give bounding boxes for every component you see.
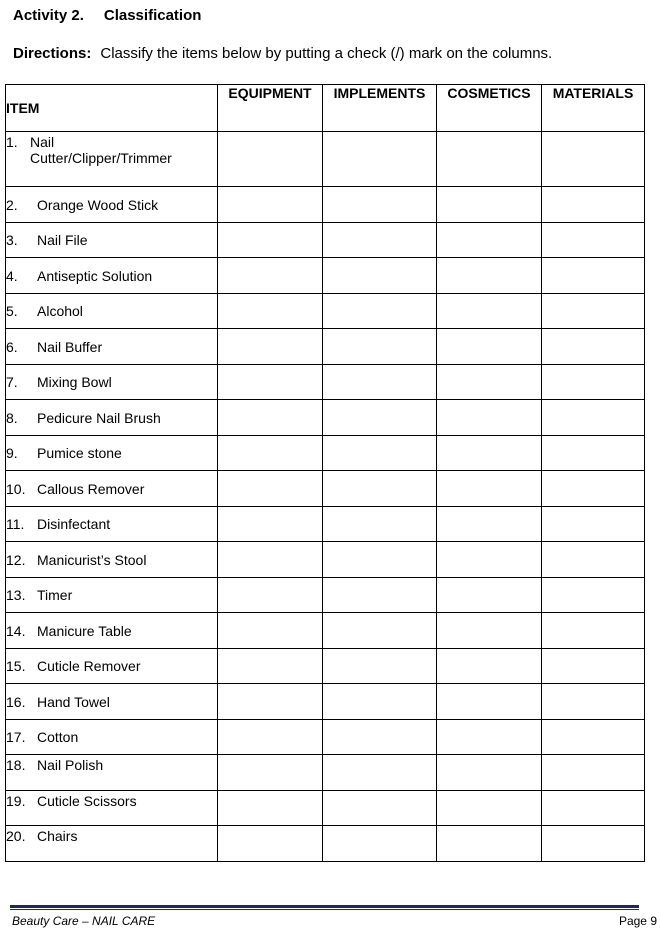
check-cell-cosmetics[interactable] xyxy=(437,542,542,578)
check-cell-cosmetics[interactable] xyxy=(437,294,542,329)
check-cell-materials[interactable] xyxy=(542,258,645,294)
item-label: Hand Towel xyxy=(37,693,110,710)
item-number: 10. xyxy=(6,480,26,497)
item-cell xyxy=(6,436,218,471)
check-cell-equipment[interactable] xyxy=(218,542,323,578)
table-row xyxy=(6,578,645,613)
directions-label: Directions: xyxy=(13,45,92,62)
item-cell xyxy=(6,365,218,400)
footer-rule xyxy=(10,905,639,908)
item-number: 13. xyxy=(6,587,26,603)
table-row xyxy=(6,471,645,507)
check-cell-equipment[interactable] xyxy=(218,578,323,613)
check-cell-cosmetics[interactable] xyxy=(437,400,542,436)
check-cell-equipment[interactable] xyxy=(218,187,323,223)
check-cell-equipment[interactable] xyxy=(218,684,323,720)
check-cell-materials[interactable] xyxy=(542,187,645,223)
directions-text: Classify the items below by putting a check (/) mark on the columns. xyxy=(100,45,553,62)
check-cell-implements[interactable] xyxy=(323,507,437,542)
table-row xyxy=(6,187,645,223)
check-cell-equipment[interactable] xyxy=(218,720,323,755)
check-cell-cosmetics[interactable] xyxy=(437,684,542,720)
check-cell-equipment[interactable] xyxy=(218,755,323,791)
item-number: 17. xyxy=(6,729,26,745)
item-cell xyxy=(6,258,218,294)
table-row xyxy=(6,436,645,471)
page-number: Page 9 xyxy=(618,914,657,928)
check-cell-equipment[interactable] xyxy=(218,791,323,826)
check-cell-cosmetics[interactable] xyxy=(437,649,542,684)
table-row xyxy=(6,826,645,862)
check-cell-equipment[interactable] xyxy=(218,223,323,258)
item-label: Cotton xyxy=(37,729,79,745)
item-number: 16. xyxy=(6,693,26,710)
item-number: 15. xyxy=(6,658,26,674)
check-cell-cosmetics[interactable] xyxy=(437,471,542,507)
table-row xyxy=(6,258,645,294)
directions xyxy=(13,45,552,62)
check-cell-implements[interactable] xyxy=(323,755,437,791)
check-cell-equipment[interactable] xyxy=(218,471,323,507)
check-cell-materials[interactable] xyxy=(542,329,645,365)
item-number: 7. xyxy=(6,374,18,390)
check-cell-cosmetics[interactable] xyxy=(437,826,542,862)
table-row xyxy=(6,507,645,542)
table-row xyxy=(6,542,645,578)
table-row xyxy=(6,329,645,365)
check-cell-materials[interactable] xyxy=(542,826,645,862)
item-cell xyxy=(6,578,218,613)
item-number: 1. xyxy=(6,134,18,150)
item-cell xyxy=(6,720,218,755)
check-cell-materials[interactable] xyxy=(542,400,645,436)
check-cell-cosmetics[interactable] xyxy=(437,578,542,613)
check-cell-implements[interactable] xyxy=(323,132,437,187)
check-cell-cosmetics[interactable] xyxy=(437,329,542,365)
check-cell-materials[interactable] xyxy=(542,791,645,826)
item-number: 20. xyxy=(6,828,26,844)
check-cell-materials[interactable] xyxy=(542,223,645,258)
check-cell-cosmetics[interactable] xyxy=(437,187,542,223)
item-number: 4. xyxy=(6,267,18,284)
item-number: 2. xyxy=(6,196,18,213)
table-row xyxy=(6,613,645,649)
check-cell-materials[interactable] xyxy=(542,649,645,684)
check-cell-implements[interactable] xyxy=(323,613,437,649)
item-label: Cuticle Scissors xyxy=(37,793,137,809)
item-label: Nail Buffer xyxy=(37,338,103,355)
item-number: 9. xyxy=(6,445,18,461)
check-cell-equipment[interactable] xyxy=(218,826,323,862)
item-label: Nail xyxy=(30,134,55,150)
item-cell xyxy=(6,223,218,258)
item-number: 8. xyxy=(6,409,18,426)
item-label: Antiseptic Solution xyxy=(37,267,153,284)
check-cell-materials[interactable] xyxy=(542,294,645,329)
item-cell xyxy=(6,613,218,649)
item-label: Nail Polish xyxy=(37,757,104,773)
item-label: Pedicure Nail Brush xyxy=(37,409,161,426)
table-row xyxy=(6,755,645,791)
check-cell-implements[interactable] xyxy=(323,436,437,471)
check-cell-equipment[interactable] xyxy=(218,294,323,329)
check-cell-materials[interactable] xyxy=(542,578,645,613)
item-number: 19. xyxy=(6,793,26,809)
check-cell-cosmetics[interactable] xyxy=(437,507,542,542)
check-cell-implements[interactable] xyxy=(323,684,437,720)
header-implements: IMPLEMENTS xyxy=(323,85,437,132)
item-number: 14. xyxy=(6,622,26,639)
check-cell-implements[interactable] xyxy=(323,720,437,755)
table-row xyxy=(6,294,645,329)
check-cell-materials[interactable] xyxy=(542,132,645,187)
check-cell-materials[interactable] xyxy=(542,613,645,649)
check-cell-implements[interactable] xyxy=(323,649,437,684)
check-cell-cosmetics[interactable] xyxy=(437,720,542,755)
check-cell-cosmetics[interactable] xyxy=(437,365,542,400)
check-cell-equipment[interactable] xyxy=(218,649,323,684)
check-cell-equipment[interactable] xyxy=(218,365,323,400)
check-cell-materials[interactable] xyxy=(542,507,645,542)
table-row xyxy=(6,400,645,436)
check-cell-materials[interactable] xyxy=(542,365,645,400)
item-cell xyxy=(6,649,218,684)
item-number: 18. xyxy=(6,757,26,773)
item-cell xyxy=(6,400,218,436)
item-label: Mixing Bowl xyxy=(37,374,112,390)
footer-rule-thin xyxy=(10,909,639,910)
check-cell-cosmetics[interactable] xyxy=(437,223,542,258)
item-number: 11. xyxy=(6,516,25,532)
check-cell-equipment[interactable] xyxy=(218,507,323,542)
check-cell-materials[interactable] xyxy=(542,684,645,720)
item-cell xyxy=(6,132,218,187)
item-label-continued: Cutter/Clipper/Trimmer xyxy=(30,150,172,166)
check-cell-equipment[interactable] xyxy=(218,613,323,649)
check-cell-implements[interactable] xyxy=(323,471,437,507)
item-label: Timer xyxy=(37,587,73,603)
check-cell-cosmetics[interactable] xyxy=(437,436,542,471)
check-cell-materials[interactable] xyxy=(542,436,645,471)
item-cell xyxy=(6,507,218,542)
check-cell-cosmetics[interactable] xyxy=(437,755,542,791)
check-cell-implements[interactable] xyxy=(323,365,437,400)
table-row xyxy=(6,365,645,400)
check-cell-cosmetics[interactable] xyxy=(437,791,542,826)
check-cell-implements[interactable] xyxy=(323,791,437,826)
item-cell xyxy=(6,329,218,365)
check-cell-implements[interactable] xyxy=(323,329,437,365)
table-row xyxy=(6,684,645,720)
header-item: ITEM xyxy=(6,85,218,132)
activity-name: Classification xyxy=(103,7,202,24)
check-cell-materials[interactable] xyxy=(542,755,645,791)
item-cell xyxy=(6,542,218,578)
item-label: Cuticle Remover xyxy=(37,658,141,674)
table-row xyxy=(6,223,645,258)
check-cell-cosmetics[interactable] xyxy=(437,613,542,649)
item-label: Nail File xyxy=(37,232,88,248)
check-cell-implements[interactable] xyxy=(323,542,437,578)
item-cell xyxy=(6,294,218,329)
item-label: Chairs xyxy=(37,828,78,844)
item-cell xyxy=(6,755,218,791)
check-cell-equipment[interactable] xyxy=(218,400,323,436)
check-cell-equipment[interactable] xyxy=(218,329,323,365)
table-header-row xyxy=(6,85,645,132)
activity-title xyxy=(13,7,201,24)
header-equipment: EQUIPMENT xyxy=(218,85,323,132)
item-number: 12. xyxy=(6,551,26,568)
check-cell-implements[interactable] xyxy=(323,258,437,294)
item-cell xyxy=(6,791,218,826)
check-cell-implements[interactable] xyxy=(323,578,437,613)
check-cell-materials[interactable] xyxy=(542,720,645,755)
item-label: Manicure Table xyxy=(37,622,132,639)
item-cell xyxy=(6,471,218,507)
item-number: 3. xyxy=(6,232,18,248)
check-cell-equipment[interactable] xyxy=(218,132,323,187)
item-label: Disinfectant xyxy=(37,516,111,532)
check-cell-implements[interactable] xyxy=(323,400,437,436)
check-cell-implements[interactable] xyxy=(323,294,437,329)
header-cosmetics: COSMETICS xyxy=(437,85,542,132)
header-materials: MATERIALS xyxy=(542,85,645,132)
table-row xyxy=(6,649,645,684)
table-row xyxy=(6,132,645,187)
item-label: Callous Remover xyxy=(37,480,145,497)
footer-title: Beauty Care – NAIL CARE xyxy=(12,914,156,928)
classification-table xyxy=(5,84,645,862)
table-row xyxy=(6,720,645,755)
check-cell-equipment[interactable] xyxy=(218,436,323,471)
activity-number: Activity 2. xyxy=(13,7,84,24)
check-cell-implements[interactable] xyxy=(323,223,437,258)
check-cell-materials[interactable] xyxy=(542,471,645,507)
check-cell-materials[interactable] xyxy=(542,542,645,578)
item-cell xyxy=(6,684,218,720)
item-number: 6. xyxy=(6,338,18,355)
item-number: 5. xyxy=(6,303,18,319)
check-cell-cosmetics[interactable] xyxy=(437,258,542,294)
check-cell-implements[interactable] xyxy=(323,187,437,223)
item-cell xyxy=(6,826,218,862)
item-label: Manicurist’s Stool xyxy=(37,551,147,568)
table-row xyxy=(6,791,645,826)
item-label: Alcohol xyxy=(37,303,83,319)
item-cell xyxy=(6,187,218,223)
check-cell-cosmetics[interactable] xyxy=(437,132,542,187)
item-label: Pumice stone xyxy=(37,445,122,461)
check-cell-equipment[interactable] xyxy=(218,258,323,294)
item-label: Orange Wood Stick xyxy=(37,196,159,213)
check-cell-implements[interactable] xyxy=(323,826,437,862)
